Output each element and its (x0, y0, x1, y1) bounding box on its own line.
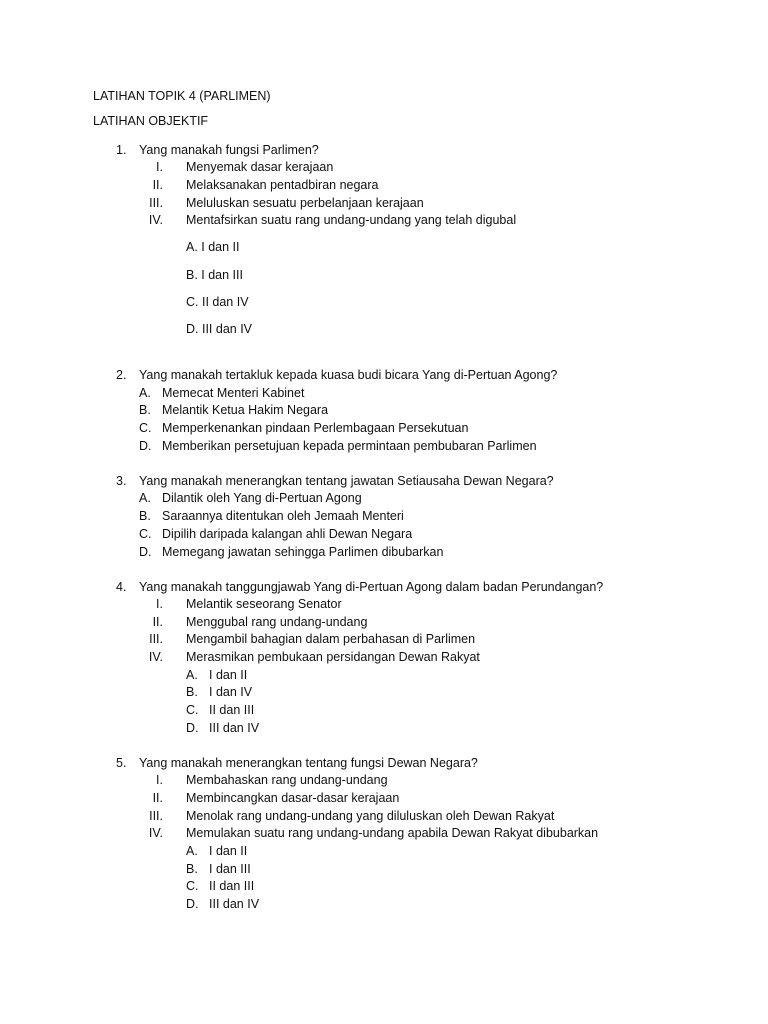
answer-option-a: A. I dan II (186, 240, 240, 254)
roman-numeral: II. (152, 615, 163, 629)
answer-letter: C. (186, 879, 199, 893)
answer-option-d: III dan IV (209, 721, 260, 735)
answer-letter: D. (186, 897, 199, 911)
question-number: 4. (116, 580, 127, 594)
statement-text: Membincangkan dasar-dasar kerajaan (186, 791, 400, 805)
answer-option-a: Memecat Menteri Kabinet (162, 386, 305, 400)
question-text: Yang manakah fungsi Parlimen? (139, 143, 319, 157)
answer-option-c: Memperkenankan pindaan Perlembagaan Persekutuan (162, 421, 469, 435)
answer-option-d: Memegang jawatan sehingga Parlimen dibubarkan (162, 545, 444, 559)
question-text: Yang manakah menerangkan tentang jawatan Setiausaha Dewan Negara? (139, 474, 554, 488)
answer-letter: D. (139, 439, 152, 453)
answer-letter: B. (139, 403, 151, 417)
roman-numeral: IV. (148, 213, 163, 227)
answer-option-c: C. II dan IV (186, 295, 249, 309)
roman-numeral: III. (149, 196, 163, 210)
question-text: Yang manakah tanggungjawab Yang di-Pertuan Agong dalam badan Perundangan? (139, 580, 604, 594)
answer-letter: B. (186, 685, 198, 699)
roman-numeral: II. (152, 178, 163, 192)
answer-option-b: Melantik Ketua Hakim Negara (162, 403, 329, 417)
answer-option-c: II dan III (209, 703, 255, 717)
statement-text: Menyemak dasar kerajaan (186, 160, 334, 174)
roman-numeral: IV. (148, 826, 163, 840)
answer-letter: A. (139, 386, 151, 400)
statement-text: Membahaskan rang undang-undang (186, 773, 388, 787)
statement-text: Meluluskan sesuatu perbelanjaan kerajaan (186, 196, 424, 210)
statement-text: Melaksanakan pentadbiran negara (186, 178, 379, 192)
answer-option-a: I dan II (209, 668, 248, 682)
statement-text: Melantik seseorang Senator (186, 597, 342, 611)
document-title: LATIHAN TOPIK 4 (PARLIMEN) (93, 89, 271, 103)
answer-option-d: D. III dan IV (186, 322, 253, 336)
statement-text: Mengambil bahagian dalam perbahasan di Parlimen (186, 632, 476, 646)
answer-option-d: III dan IV (209, 897, 260, 911)
answer-option-c: II dan III (209, 879, 255, 893)
statement-text: Menggubal rang undang-undang (186, 615, 368, 629)
roman-numeral: II. (152, 791, 163, 805)
statement-text: Merasmikan pembukaan persidangan Dewan Rakyat (186, 650, 480, 664)
answer-letter: C. (186, 703, 199, 717)
answer-option-a: I dan II (209, 844, 248, 858)
answer-option-d: Memberikan persetujuan kepada permintaan pembubaran Parlimen (162, 439, 537, 453)
statement-text: Menolak rang undang-undang yang diluluskan oleh Dewan Rakyat (186, 809, 555, 823)
answer-letter: D. (186, 721, 199, 735)
roman-numeral: I. (156, 160, 163, 174)
statement-text: Mentafsirkan suatu rang undang-undang yang telah digubal (186, 213, 517, 227)
answer-option-b: I dan IV (209, 685, 253, 699)
statement-text: Memulakan suatu rang undang-undang apabila Dewan Rakyat dibubarkan (186, 826, 599, 840)
roman-numeral: I. (156, 773, 163, 787)
question-number: 2. (116, 368, 127, 382)
question-number: 3. (116, 474, 127, 488)
answer-option-c: Dipilih daripada kalangan ahli Dewan Negara (162, 527, 413, 541)
roman-numeral: III. (149, 809, 163, 823)
answer-letter: A. (186, 844, 198, 858)
section-heading: LATIHAN OBJEKTIF (93, 114, 209, 128)
answer-option-b: B. I dan III (186, 268, 243, 282)
answer-letter: A. (139, 491, 151, 505)
question-text: Yang manakah tertakluk kepada kuasa budi bicara Yang di-Pertuan Agong? (139, 368, 558, 382)
question-number: 1. (116, 143, 127, 157)
answer-letter: A. (186, 668, 198, 682)
answer-letter: D. (139, 545, 152, 559)
question-text: Yang manakah menerangkan tentang fungsi Dewan Negara? (139, 756, 478, 770)
answer-option-b: I dan III (209, 862, 251, 876)
roman-numeral: I. (156, 597, 163, 611)
question-number: 5. (116, 756, 127, 770)
roman-numeral: IV. (148, 650, 163, 664)
roman-numeral: III. (149, 632, 163, 646)
answer-letter: C. (139, 527, 152, 541)
answer-option-b: Saraannya ditentukan oleh Jemaah Menteri (162, 509, 404, 523)
answer-option-a: Dilantik oleh Yang di-Pertuan Agong (162, 491, 362, 505)
answer-letter: B. (186, 862, 198, 876)
answer-letter: C. (139, 421, 152, 435)
answer-letter: B. (139, 509, 151, 523)
